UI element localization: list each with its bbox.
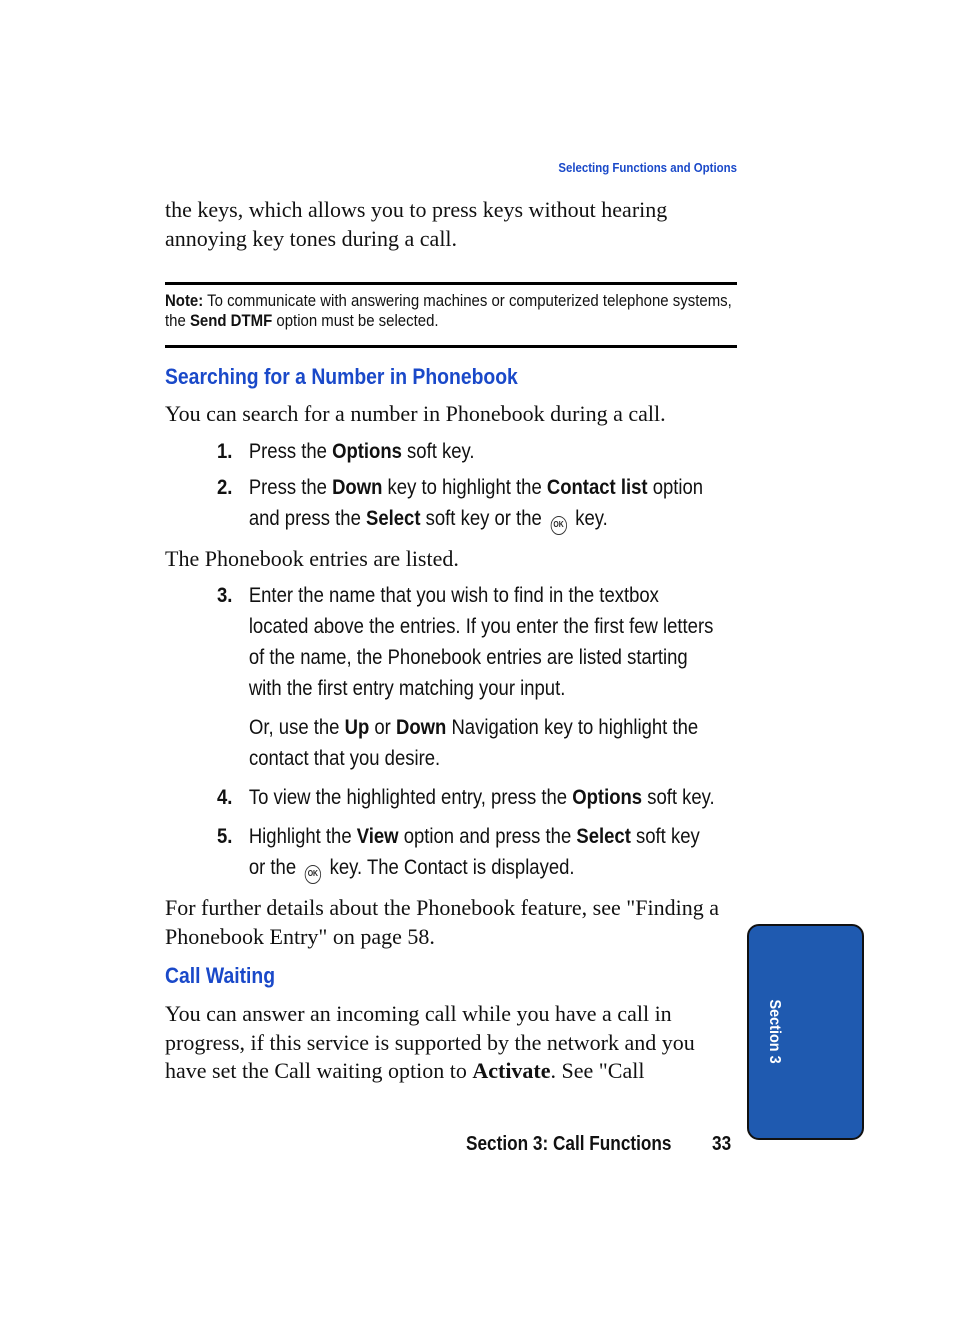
section-tab (747, 924, 864, 1140)
ok-key-icon: OK (305, 865, 321, 884)
page-number: 33 (712, 1133, 732, 1155)
note-label: Note: (165, 291, 204, 310)
step-3-alternative: Or, use the Up or Down Navigation key to highlight the contact that you desire. (249, 715, 699, 770)
call-waiting-paragraph: You can answer an incoming call while you have a call in progress, if this service is supported by the network and you have set the Call waiting option to Activate. See "Call (165, 1001, 695, 1083)
heading-call-waiting: Call Waiting (165, 963, 276, 988)
intro-paragraph: the keys, which allows you to press keys without hearing annoying key tones during a call. (165, 197, 668, 251)
footer-section-title: Section 3: Call Functions (466, 1133, 672, 1155)
ok-key-icon: OK (550, 516, 566, 535)
note-box (165, 282, 737, 348)
entries-listed: The Phonebook entries are listed. (165, 546, 459, 571)
heading-searching-phonebook: Searching for a Number in Phonebook (165, 364, 518, 389)
search-intro: You can search for a number in Phonebook during a call. (165, 401, 666, 426)
note-text: Note: To communicate with answering machines or computerized telephone systems, the Send DTMF option must be selected. (165, 291, 732, 330)
further-details: For further details about the Phonebook feature, see "Finding a Phonebook Entry" on page 58. (165, 895, 719, 949)
running-head: Selecting Functions and Options (558, 160, 737, 175)
note-term: Send DTMF (189, 311, 273, 330)
section-tab-label: Section 3 (766, 999, 783, 1064)
